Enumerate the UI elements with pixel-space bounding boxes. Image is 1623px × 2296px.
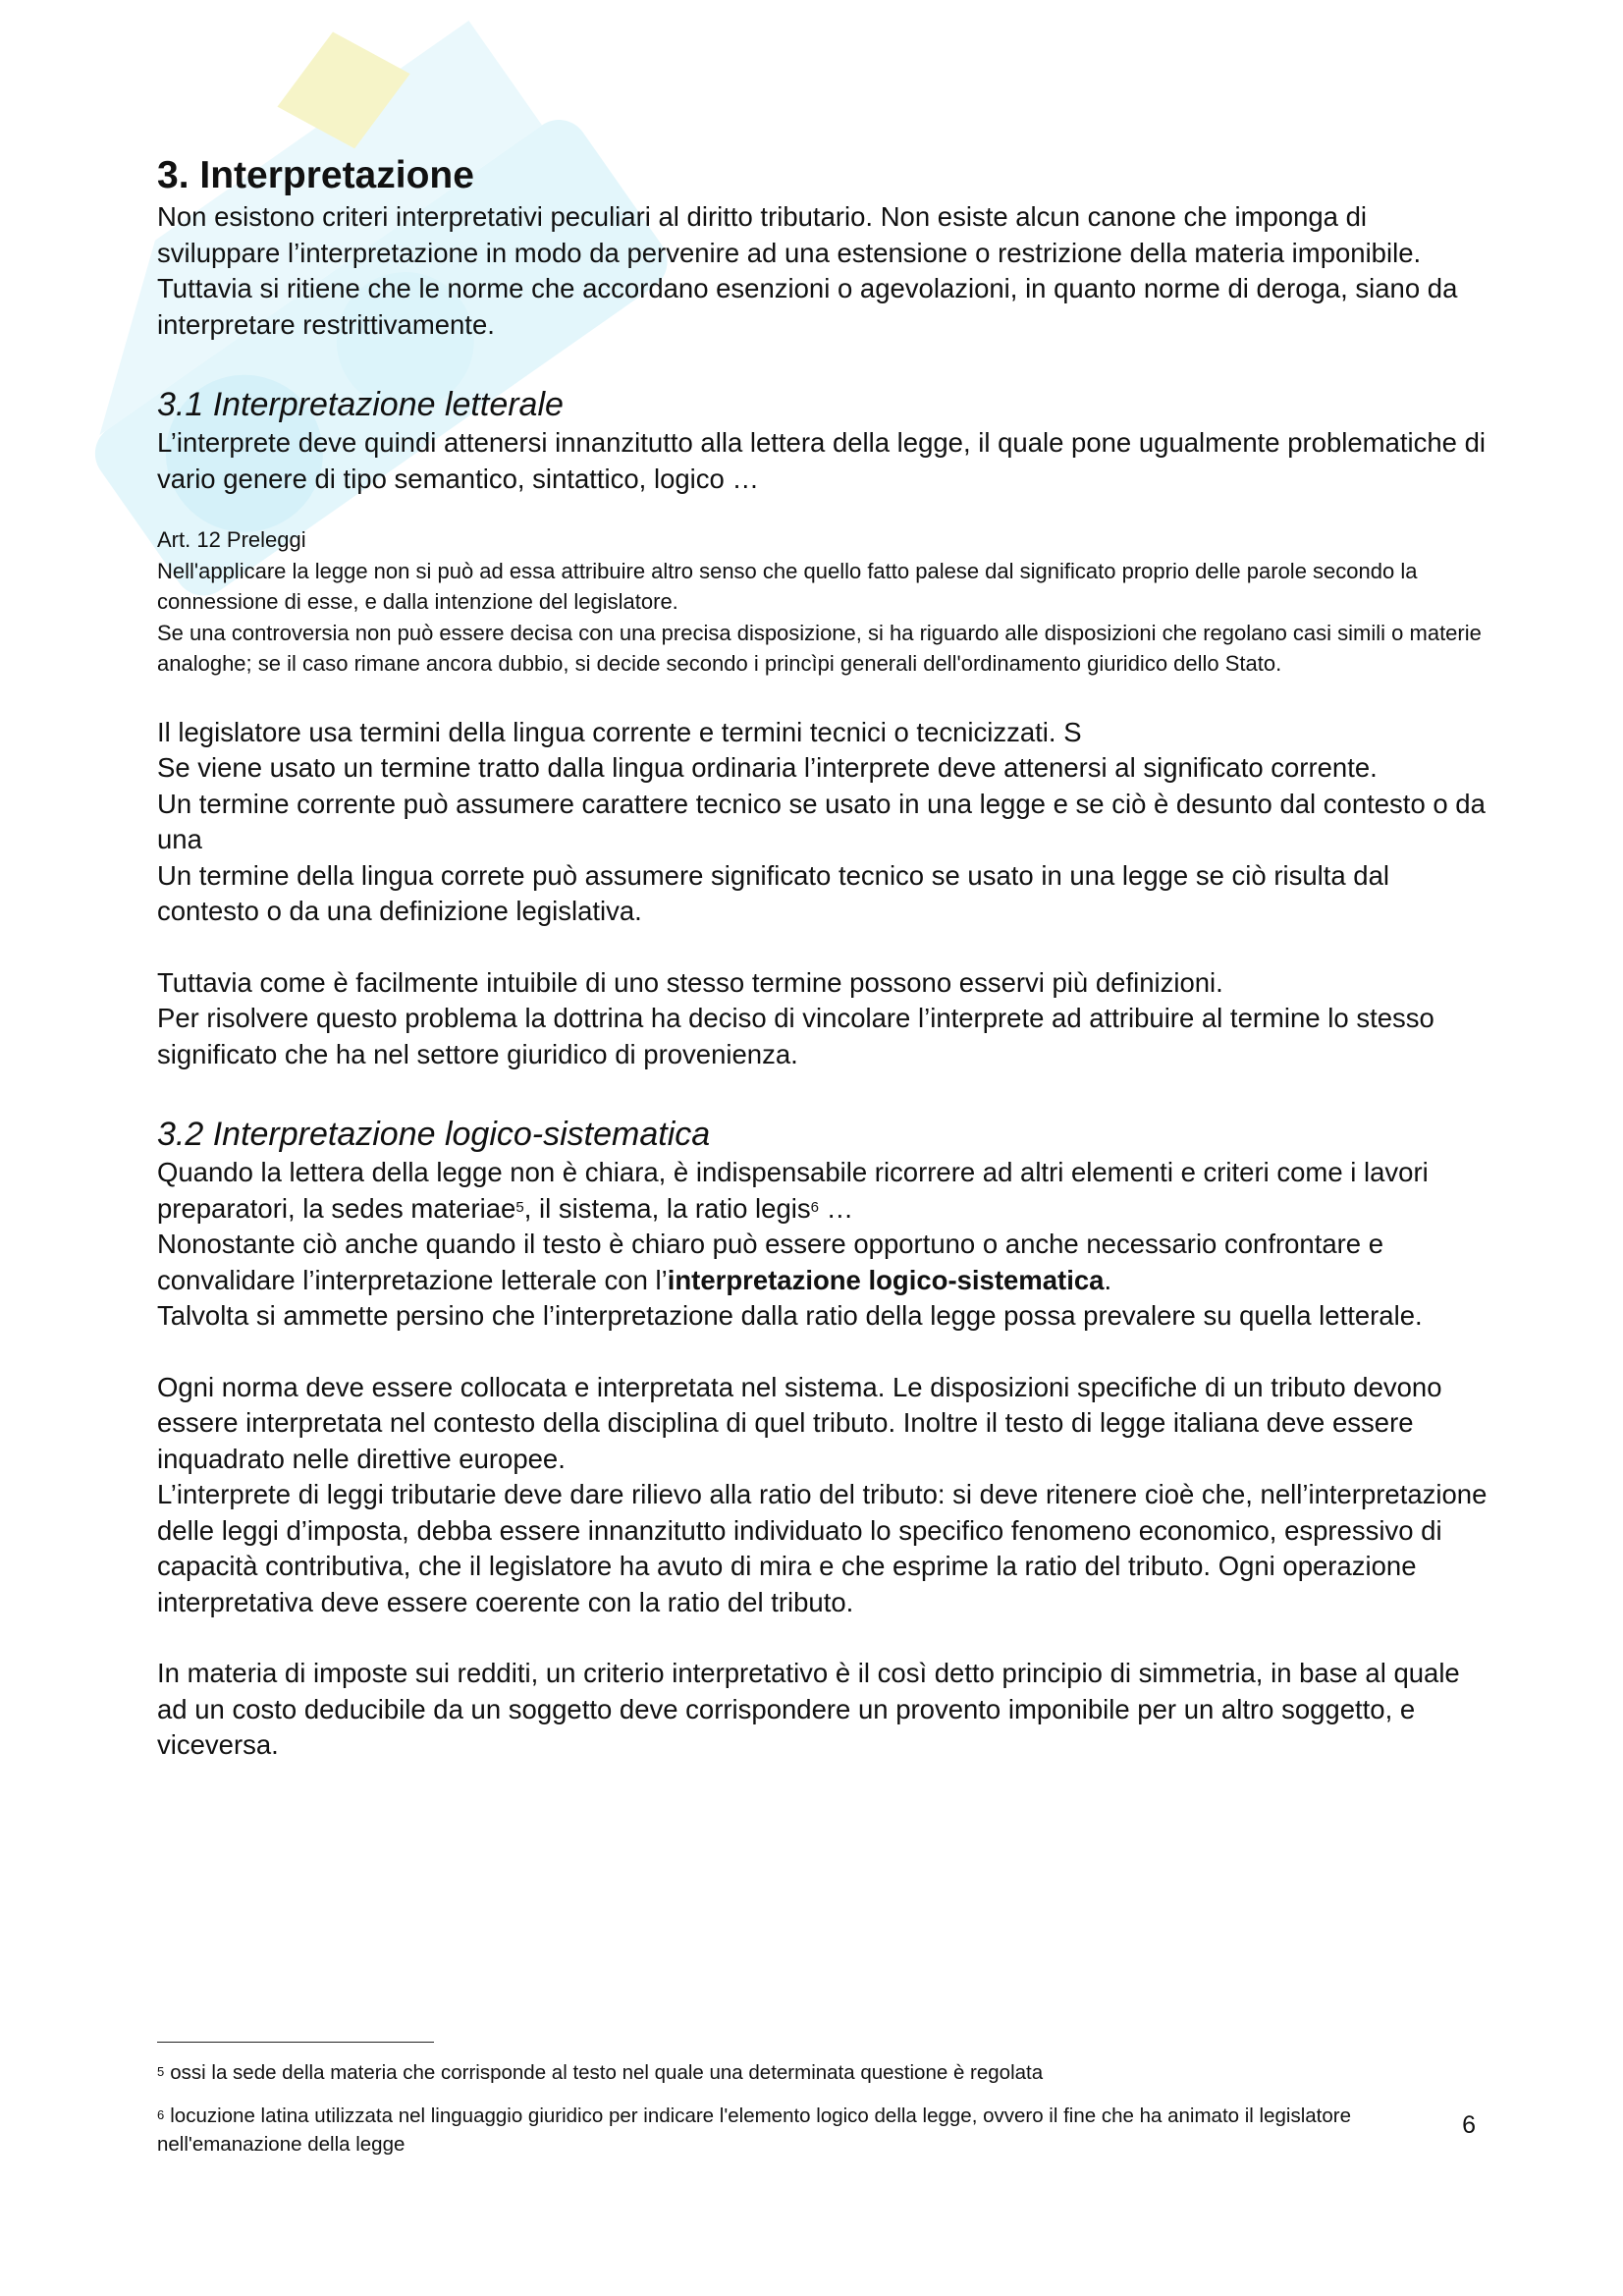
footnote-mark: 6 — [157, 2107, 165, 2122]
article-quote — [157, 524, 1492, 680]
quote-paragraph: Se una controversia non può essere decisa con una precisa disposizione, si ha riguardo alle disposizioni che regolano casi simili o materie analoghe; se il caso rimane ancora dubbio, si decide secondo i princìpi generali dell'ordinamento giuridico dello Stato. — [157, 620, 1482, 676]
text-run: … — [818, 1192, 854, 1224]
text-run: Nonostante ciò anche quando il testo è chiaro può essere opportuno o anche necessario confrontare e convalidare l’interpretazione letterale con l’ — [157, 1229, 1384, 1295]
footnote-6 — [157, 2102, 1492, 2159]
text-run: , il sistema, la ratio legis — [523, 1192, 811, 1224]
footnote-ref-6[interactable]: 6 — [810, 1198, 819, 1216]
body-paragraph: In materia di imposte sui redditi, un criterio interpretativo è il così detto principio di simmetria, in base al quale ad un costo deducibile da un soggetto deve corrispondere un provento imponibile per un altro soggetto, e viceversa. — [157, 1658, 1460, 1760]
bold-term: interpretazione logico-sistematica — [667, 1264, 1105, 1295]
spacer — [157, 1620, 1492, 1656]
body-paragraph: Tuttavia come è facilmente intuibile di uno stesso termine possono esservi più definizioni. — [157, 966, 1223, 998]
body-paragraph — [157, 1227, 1492, 1298]
spacer — [157, 930, 1492, 965]
footnote-text: ossi la sede della materia che corrisponde al testo nel quale una determinata questione è regolata — [170, 2061, 1044, 2084]
body-paragraph: Ogni norma deve essere collocata e interpretata nel sistema. Le disposizioni specifiche di un tributo devono essere interpretata nel contesto della disciplina di quel tributo. Inoltre il testo di legge italiana deve essere inquadrato nelle direttive europee. — [157, 1371, 1442, 1474]
footnote-text: locuzione latina utilizzata nel linguaggio giuridico per indicare l'elemento logico della legge, ovvero il fine che ha animato il legislatore nell'emanazione della legge — [157, 2105, 1351, 2156]
section-intro: Non esistono criteri interpretativi peculiari al diritto tributario. Non esiste alcun canone che imponga di sviluppare l’interpretazione in modo da pervenire ad una estensione o restrizione della materia imponibile. Tuttavia si ritiene che le norme che accordano esenzioni o agevolazioni, in quanto norme di deroga, siano da interpretare restrittivamente. — [157, 201, 1458, 340]
body-paragraph: Se viene usato un termine tratto dalla lingua ordinaria l’interprete deve attenersi al significato corrente. — [157, 752, 1378, 783]
body-paragraph: Talvolta si ammette persino che l’interpretazione dalla ratio della legge possa prevalere su quella letterale. — [157, 1300, 1423, 1331]
page-number: 6 — [1462, 2111, 1476, 2139]
quote-paragraph: Nell'applicare la legge non si può ad essa attribuire altro senso che quello fatto palese dal significato proprio delle parole secondo la connessione di esse, e dalla intenzione del legislatore. — [157, 558, 1418, 614]
quote-heading: Art. 12 Preleggi — [157, 527, 306, 552]
body-paragraph: Un termine della lingua correte può assumere significato tecnico se usato in una legge se ciò risulta dal contesto o da una definizione legislativa. — [157, 859, 1390, 926]
text-run: Quando la lettera della legge non è chiara, è indispensabile ricorrere ad altri elementi e criteri come i lavori preparatori, la sedes materiae — [157, 1157, 1429, 1224]
document-page — [157, 152, 1492, 1764]
footnote-ref-5[interactable]: 5 — [515, 1198, 524, 1216]
spacer — [157, 343, 1492, 384]
body-paragraph — [157, 1155, 1492, 1227]
spacer — [157, 1335, 1492, 1370]
body-paragraph: L’interprete di leggi tributarie deve dare rilievo alla ratio del tributo: si deve ritenere cioè che, nell’interpretazione delle leggi d’imposta, debba essere innanzitutto individuato lo specifico fenomeno economico, espressivo di capacità contributiva, che il legislatore ha avuto di mira e che esprime la ratio del tributo. Ogni operazione interpretativa deve essere coerente con la ratio del tributo. — [157, 1479, 1488, 1617]
spacer — [157, 680, 1492, 715]
section-title: 3. Interpretazione — [157, 154, 474, 196]
footnote-mark: 5 — [157, 2064, 165, 2079]
subsection-title-literal: 3.1 Interpretazione letterale — [157, 386, 564, 423]
body-paragraph: Un termine corrente può assumere carattere tecnico se usato in una legge e se ciò è desunto dal contesto o da una — [157, 788, 1486, 854]
spacer — [157, 1072, 1492, 1114]
body-paragraph: Il legislatore usa termini della lingua corrente e termini tecnici o tecnicizzati. S — [157, 716, 1082, 747]
text-run: . — [1104, 1264, 1112, 1295]
literal-paragraph: L’interprete deve quindi attenersi innanzitutto alla lettera della legge, il quale pone ugualmente problematiche di vario genere di tipo semantico, sintattico, logico … — [157, 427, 1486, 494]
body-paragraph: Per risolvere questo problema la dottrina ha deciso di vincolare l’interprete ad attribuire al termine lo stesso significato che ha nel settore giuridico di provenienza. — [157, 1003, 1434, 1069]
footnote-divider — [157, 2042, 434, 2043]
subsection-title-systematic: 3.2 Interpretazione logico-sistematica — [157, 1116, 711, 1153]
footnote-5 — [157, 2058, 1492, 2087]
